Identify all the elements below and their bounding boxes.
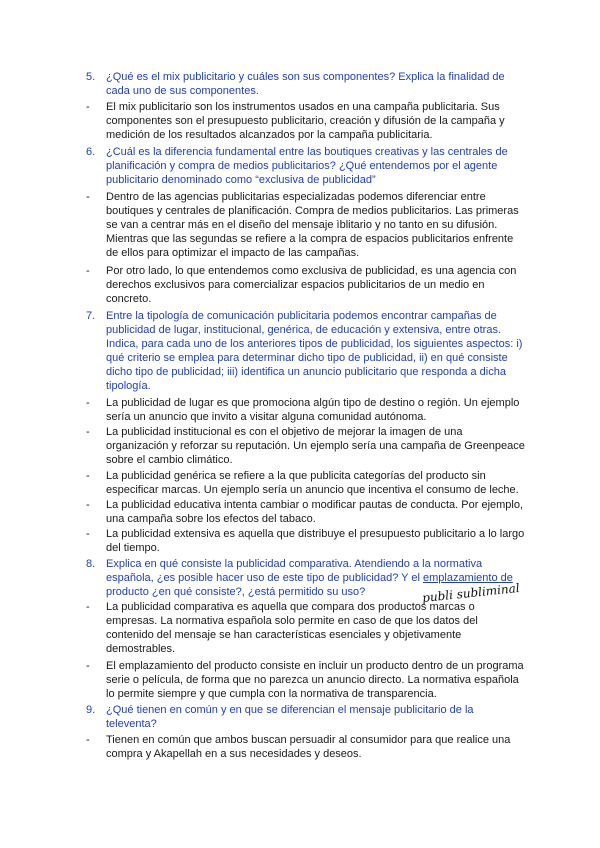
bullet-dash: - (86, 528, 90, 540)
bullet-dash: - (86, 426, 90, 438)
answer-text: La publicidad genérica se refiere a la que publicita categorías del producto sin especificar marcas. Un ejemplo sería un anuncio que incentiva el consumo de leche. (106, 470, 519, 496)
answer-text: Por otro lado, lo que entendemos como exclusiva de publicidad, es una agencia con derechos exclusivos para comercializar espacios publicitarios de un medio en concreto. (106, 265, 517, 305)
underlined-phrase: emplazamiento de (422, 572, 513, 584)
answer-text: La publicidad educativa intenta cambiar o modificar pautas de conducta. Por ejemplo, una campaña sobre los efectos del tabaco. (106, 499, 524, 525)
question-text-part: Explica en qué consiste la publicidad comparativa. Atendiendo a la normativa española, ¿es posible hacer uso de este tipo de publicidad? Y el (106, 558, 483, 584)
bullet-dash: - (86, 470, 90, 482)
bullet-dash: - (86, 101, 90, 113)
answer-text: El emplazamiento del producto consiste en incluir un producto dentro de un programa serie o película, de forma que no parezca un anuncio directo. La normativa española lo permite siempre y que cumpla con la normativa de transparencia. (106, 660, 524, 700)
bullet-dash: - (86, 191, 90, 203)
question-number: 6. (86, 146, 96, 158)
bullet-dash: - (86, 499, 90, 511)
bullet-dash: - (86, 601, 90, 613)
answer-text: La publicidad comparativa es aquella que compara dos productos marcas o empresas. La normativa española solo permite en caso de que los datos del contenido del mensaje se han características esenciales y objetivamente demostrables. (106, 601, 478, 655)
bullet-dash: - (86, 734, 90, 746)
question-text-part: producto ¿en qué consiste?, ¿está permitido su uso? (106, 586, 366, 598)
bullet-dash: - (86, 265, 90, 277)
question-number: 5. (86, 71, 96, 83)
bullet-dash: - (86, 397, 90, 409)
question-number: 7. (86, 310, 96, 322)
answer-text: La publicidad institucional es con el objetivo de mejorar la imagen de una organización y reforzar su reputación. Un ejemplo sería una campaña de Greenpeace sobre el cambio climático. (106, 426, 525, 466)
question-text: ¿Cuál es la diferencia fundamental entre las boutiques creativas y las centrales de planificación y compra de medios publicitarios? ¿Qué entendemos por el agente publicitario denominado como “exclusiva de publicidad” (106, 146, 508, 186)
bullet-dash: - (86, 660, 90, 672)
answer-text: La publicidad extensiva es aquella que distribuye el presupuesto publicitario a lo largo del tiempo. (106, 528, 525, 554)
answer-text: Tienen en común que ambos buscan persuadir al consumidor para que realice una compra y Akapellah en a sus necesidades y deseos. (106, 734, 511, 760)
answer-text: La publicidad de lugar es que promociona algún tipo de destino o región. Un ejemplo sería un anuncio que invito a visitar alguna comunidad autónoma. (106, 397, 520, 423)
question-number: 8. (86, 558, 96, 570)
question-number: 9. (86, 704, 96, 716)
answer-text: Dentro de las agencias publicitarias especializadas podemos diferenciar entre boutiques y centrales de planificación. Compra de medios publicitarios. Las primeras se van a centrar más en el diseño del mensaje ìblitario y no tanto en su difusión. Mientras que las segundas se refiere a la compra de espacios publicitarios enfrente de ellos para optimizar el impacto de las campañas. (106, 191, 519, 259)
handwritten-note: publi subliminal (421, 580, 521, 606)
question-text: ¿Qué tienen en común y en que se diferencian el mensaje publicitario de la televenta? (106, 704, 474, 730)
answer-text: El mix publicitario son los instrumentos usados en una campaña publicitaria. Sus componentes son el presupuesto publicitario, creación y difusión de la campaña y medición de los resultados alcanzados por la campaña publicitaria. (106, 101, 505, 141)
question-text: Entre la tipología de comunicación publicitaria podemos encontrar campañas de publicidad de lugar, institucional, genérica, de educación y extensiva, entre otras. Indica, para cada uno de los anteriores tipos de publicidad, los siguientes aspectos: i) qué criterio se emplea para determinar dicho tipo de publicidad, ii) en qué consiste dicho tipo de publicidad; iii) identifica un anuncio publicitario que responda a dicha tipología. (106, 310, 523, 392)
question-text: ¿Qué es el mix publicitario y cuáles son sus componentes? Explica la finalidad de cada uno de sus componentes. (106, 71, 505, 97)
